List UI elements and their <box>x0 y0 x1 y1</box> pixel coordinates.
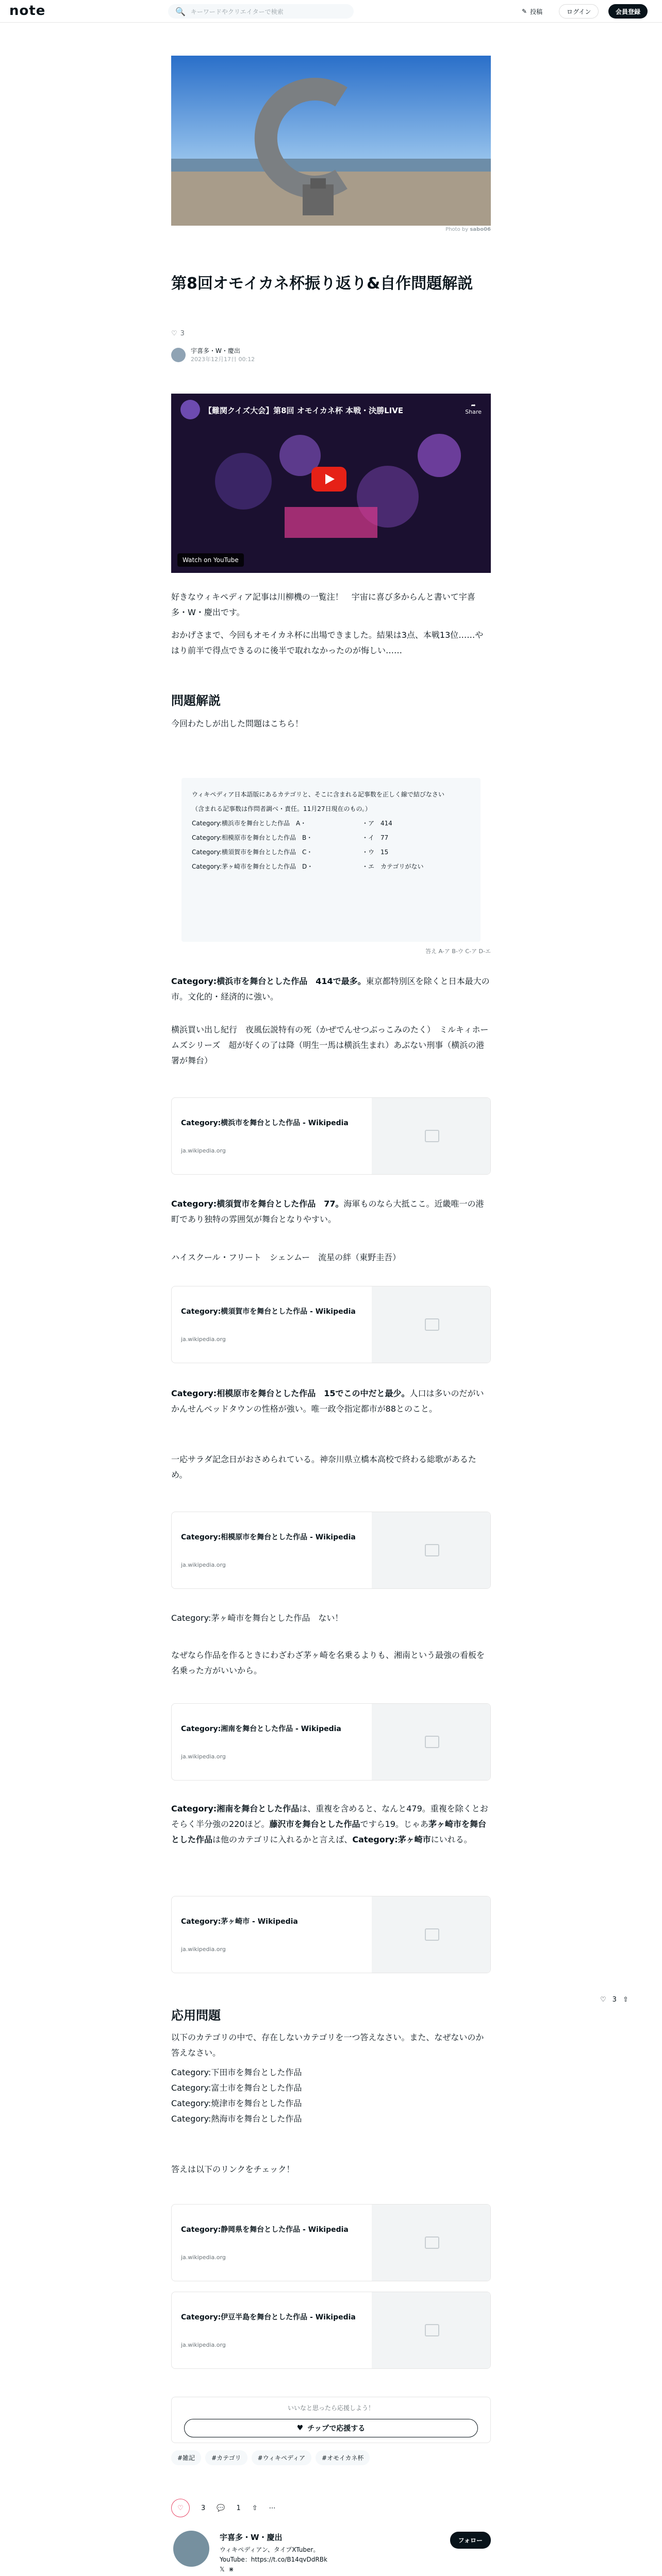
support-box <box>171 2397 491 2443</box>
like-count: 3 <box>201 2504 206 2512</box>
play-button[interactable] <box>311 467 346 492</box>
top-header <box>0 0 662 23</box>
credit-user[interactable]: sabo06 <box>470 227 491 232</box>
quiz-image <box>181 778 481 942</box>
tip-label: チップで応援する <box>307 2425 366 2433</box>
action-bar <box>171 2499 276 2517</box>
post-label: 投稿 <box>530 8 543 15</box>
image-icon <box>372 1704 490 1780</box>
applied-item: Category:下田市を舞台とした作品 <box>171 2067 302 2077</box>
quiz-note: （含まれる記事数は作問者調べ・責任。11月27日現在のもの。） <box>192 805 372 812</box>
rss-icon[interactable]: ⋇ <box>228 2566 234 2573</box>
link-card-title: Category:湘南を舞台とした作品 - Wikipedia <box>181 1725 341 1733</box>
heart-icon: ♥ <box>296 2424 304 2432</box>
intro-paragraph-2: おかげさまで、今回もオモイカネ杯に出場できました。結果は3点、本戦13位……やはり前半で得点できるのに後半で取れなかったのが悔しい…… <box>171 630 484 655</box>
like-count[interactable] <box>171 330 185 337</box>
share-icon: ➦ <box>471 402 476 409</box>
cover-image <box>171 56 491 226</box>
note-logo[interactable]: note <box>9 3 46 19</box>
quiz-answer-caption: 答え A-ア B-ウ C-ア D-エ <box>425 948 491 955</box>
link-card[interactable] <box>171 1896 491 1973</box>
examples-yokosuka: ハイスクール・フリート シェンムー 流星の絆（東野圭吾） <box>171 1252 401 1262</box>
tag[interactable]: #オモイカネ杯 <box>316 2450 370 2465</box>
video-title[interactable]: 【難関クイズ大会】第8回 オモイカネ杯 本戦・決勝LIVE <box>204 406 404 415</box>
comment-count: 1 <box>236 2504 241 2512</box>
quiz-row: Category:横須賀市を舞台とした作品 C・ ・ウ 15 <box>192 849 389 856</box>
comment-icon[interactable]: 💬 <box>217 2504 225 2512</box>
photo-credit: Photo by sabo06 <box>445 227 491 232</box>
explain-yokohama: Category:横浜市を舞台とした作品 414で最多。東京都特別区を除くと日本最大の市。文化的・経済的に強い。 <box>171 976 490 1002</box>
tag[interactable]: #カテゴリ <box>205 2450 247 2465</box>
link-card[interactable] <box>171 1512 491 1589</box>
section-heading-solution: 問題解説 <box>171 693 221 708</box>
search-icon: 🔍 <box>175 6 186 16</box>
explain-shonan: Category:湘南を舞台とした作品は、重複を含めると、なんと479。重複を除くとおそらく半分強の220ほど。藤沢市を舞台とした作品ですら19。じゃあ茅ヶ崎市を舞台とした作品は他のカテゴリに入れるかと言えば、Category:茅ヶ崎市にいれる。 <box>171 1804 488 1844</box>
tag[interactable]: #ウィキペディア <box>252 2450 311 2465</box>
support-caption: いいなと思ったら応援しよう！ <box>287 2404 374 2412</box>
image-icon <box>372 1098 490 1174</box>
link-card-title: Category:茅ヶ崎市 - Wikipedia <box>181 1918 298 1926</box>
channel-avatar[interactable] <box>180 400 200 419</box>
link-card[interactable] <box>171 2204 491 2281</box>
link-card[interactable] <box>171 1286 491 1363</box>
link-card-title: Category:伊豆半島を舞台とした作品 - Wikipedia <box>181 2313 356 2321</box>
link-card-title: Category:横浜市を舞台とした作品 - Wikipedia <box>181 1119 349 1127</box>
heart-icon[interactable]: ♡ <box>600 1996 606 2004</box>
link-card-url: ja.wikipedia.org <box>181 1753 226 1760</box>
link-card[interactable] <box>171 1703 491 1781</box>
link-card-url: ja.wikipedia.org <box>181 1946 226 1953</box>
image-icon <box>372 2292 490 2368</box>
like-count-value: 3 <box>180 330 185 337</box>
share-icon[interactable]: ⇧ <box>622 1996 628 2004</box>
quiz-row: Category:茅ヶ崎市を舞台とした作品 D・ ・エ カテゴリがない <box>192 863 424 870</box>
signup-button[interactable]: 会員登録 <box>608 4 648 19</box>
explain-yokosuka: Category:横須賀市を舞台とした作品 77。海軍ものなら大抵ここ。近畿唯一の港町であり独特の雰囲気が舞台となりやすい。 <box>171 1199 484 1224</box>
quiz-question: ウィキペディア日本語版にあるカテゴリと、そこに含まれる記事数を正しく線で結びなさい <box>192 791 444 798</box>
examples-sagamihara: 一応サラダ記念日がおさめられている。神奈川県立橋本高校で終わる総歌があるため。 <box>171 1454 476 1480</box>
author-profile <box>171 2529 491 2576</box>
x-icon[interactable]: 𝕏 <box>220 2566 225 2573</box>
follow-button[interactable]: フォロー <box>450 2532 491 2549</box>
profile-name[interactable]: 宇喜多・W・慶出 <box>220 2533 283 2542</box>
share-label: Share <box>465 409 482 415</box>
floating-like-count: 3 <box>612 1996 617 2004</box>
explain-sagamihara: Category:相模原市を舞台とした作品 15でこの中だと最少。人口は多いのだがいかんせんベッドタウンの性格が強い。唯一政令指定都市が88とのこと。 <box>171 1388 484 1414</box>
explain-chigasaki-reason: なぜなら作品を作るときにわざわざ茅ヶ崎を名乗るよりも、湘南という最強の看板を名乗った方がいいから。 <box>171 1650 485 1675</box>
intro-paragraph-1: 好きなウィキペディア記事は川柳機の一覧注！ 宇宙に喜び多からんと書いて宇喜多・W・慶出です。 <box>171 592 475 617</box>
explain-chigasaki: Category:茅ヶ崎市を舞台とした作品 ない！ <box>171 1613 343 1623</box>
search-input[interactable] <box>168 4 354 19</box>
share-button[interactable] <box>465 402 482 415</box>
post-button[interactable] <box>522 4 542 19</box>
article-title: 第8回オモイカネ杯振り返り&自作問題解説 <box>171 275 473 293</box>
profile-bio: ウィキペディアン、タイプXTuber。 YouTube：https://t.co/B14qvDdRBk 𝕏 ⋇ <box>220 2546 327 2573</box>
share-icon[interactable]: ⇧ <box>252 2504 258 2512</box>
watch-on-youtube[interactable]: Watch on YouTube <box>177 553 244 567</box>
image-icon <box>372 1896 490 1973</box>
link-card[interactable] <box>171 1097 491 1175</box>
link-card-title: Category:静岡県を舞台とした作品 - Wikipedia <box>181 2226 349 2234</box>
applied-item: Category:熱海市を舞台とした作品 <box>171 2114 302 2124</box>
floating-actions <box>600 1996 628 2004</box>
login-button[interactable]: ログイン <box>559 4 599 19</box>
like-button[interactable] <box>171 2499 190 2517</box>
quiz-row: Category:横浜市を舞台とした作品 A・ ・ア 414 <box>192 820 392 827</box>
link-card-url: ja.wikipedia.org <box>181 2254 226 2261</box>
tag-list <box>171 2450 370 2465</box>
author-name[interactable]: 宇喜多・W・慶出 <box>191 347 240 354</box>
section-lead: 今回わたしが出した問題はこちら！ <box>171 719 304 728</box>
image-icon <box>372 1286 490 1363</box>
more-icon[interactable]: ⋯ <box>269 2504 276 2512</box>
image-icon <box>372 1512 490 1588</box>
link-card-url: ja.wikipedia.org <box>181 1147 226 1154</box>
tip-button[interactable] <box>184 2419 478 2437</box>
heart-icon: ♡ <box>177 2504 184 2512</box>
link-card-url: ja.wikipedia.org <box>181 1336 226 1343</box>
link-card-title: Category:横須賀市を舞台とした作品 - Wikipedia <box>181 1308 356 1316</box>
heart-icon: ♡ <box>171 330 177 337</box>
publish-date: 2023年12月17日 00:12 <box>191 356 255 363</box>
author-block[interactable] <box>171 346 255 363</box>
link-card-url: ja.wikipedia.org <box>181 2342 226 2348</box>
link-card[interactable] <box>171 2292 491 2369</box>
search-placeholder: キーワードやクリエイターで検索 <box>190 8 284 15</box>
applied-item: Category:焼津市を舞台とした作品 <box>171 2098 302 2108</box>
avatar[interactable] <box>171 348 186 362</box>
image-icon <box>372 2205 490 2281</box>
applied-item: Category:富士市を舞台とした作品 <box>171 2083 302 2093</box>
avatar[interactable] <box>173 2531 209 2567</box>
section-heading-applied: 応用問題 <box>171 2008 221 2023</box>
tag[interactable]: #雑記 <box>171 2450 201 2465</box>
applied-answer-note: 答えは以下のリンクをチェック！ <box>171 2164 295 2174</box>
pen-icon: ✎ <box>522 8 527 15</box>
youtube-embed[interactable] <box>171 394 491 573</box>
link-card-title: Category:相模原市を舞台とした作品 - Wikipedia <box>181 1533 356 1541</box>
applied-lead: 以下のカテゴリの中で、存在しないカテゴリを一つ答えなさい。また、なぜないのか答えなさい。 <box>171 2032 484 2058</box>
link-card-url: ja.wikipedia.org <box>181 1562 226 1568</box>
examples-yokohama: 横浜買い出し紀行 夜風伝説特有の死（かぜでんせつぶっこみのたく） ミルキィホームズシリーズ 超が好くの了は降（明生一馬は横浜生まれ）あぶない刑事（横浜の港署が舞台） <box>171 1025 489 1065</box>
quiz-row: Category:相模原市を舞台とした作品 B・ ・イ 77 <box>192 834 389 841</box>
